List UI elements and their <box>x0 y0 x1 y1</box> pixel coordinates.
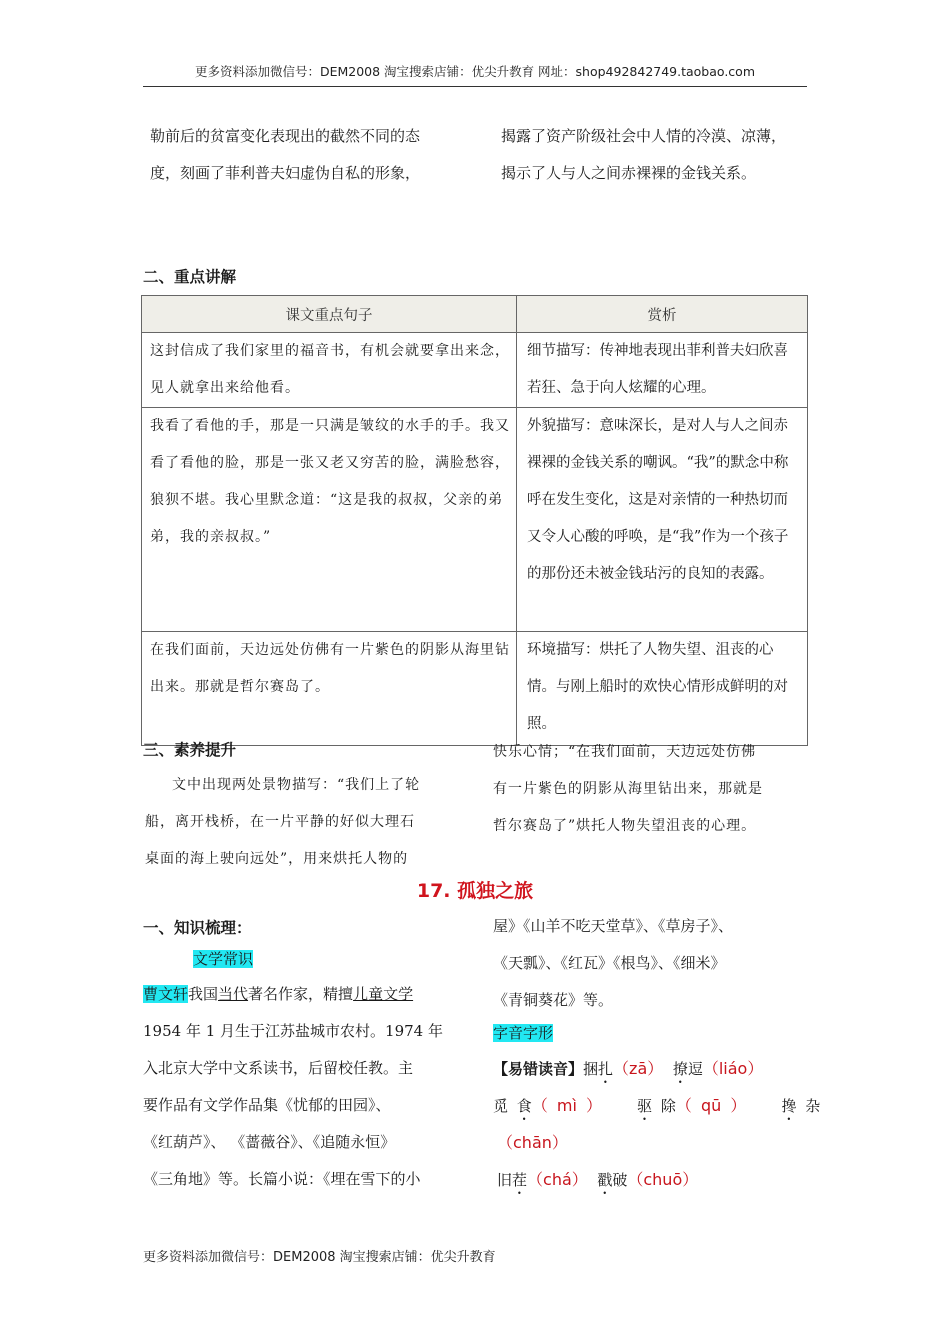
works-line-2: 《天瓢》、《红瓦》《根鸟》、《细米》 <box>493 954 726 972</box>
key-sentences-table <box>141 295 808 746</box>
author-genre: 儿童文学 <box>353 985 414 1003</box>
literacy-right-line-3: 哲尔赛岛了”烘托人物失望沮丧的心理。 <box>493 818 757 834</box>
pinyin: （ mì ） <box>531 1096 603 1115</box>
works-line-3: 《青铜葵花》等。 <box>493 991 614 1009</box>
literacy-left-line-3: 桌面的海上驶向远处”，用来烘托人物的 <box>145 851 409 867</box>
section-key-points-title: 二、重点讲解 <box>143 268 237 286</box>
works-line-1: 屋》《山羊不吃天堂草》、《草房子》、 <box>493 917 734 935</box>
word-char: 觅 <box>493 1097 509 1115</box>
knowledge-title: 一、知识梳理： <box>143 919 252 937</box>
pinyin: （chuō） <box>627 1170 699 1189</box>
word-char-dotted: 搀 <box>781 1097 797 1115</box>
literature-label-highlight: 文学常识 <box>193 950 254 968</box>
pinyin: （chá） <box>527 1170 588 1189</box>
pronunciation-line-2 <box>493 1087 820 1125</box>
error-pron-label: 【易错读音】 <box>493 1060 584 1078</box>
word-char: 捆 <box>583 1060 599 1078</box>
top-right-line-2: 揭示了人与人之间赤裸裸的金钱关系。 <box>501 164 757 182</box>
table-header-analysis: 赏析 <box>517 296 808 333</box>
word-char-dotted: 戳 <box>597 1171 613 1189</box>
literacy-right-line-2: 有一片紫色的阴影从海里钻出来，那就是 <box>493 781 763 797</box>
pinyin: （ qū ） <box>675 1096 747 1115</box>
word-char: 杂 <box>805 1097 821 1115</box>
pinyin: （zā） <box>613 1059 664 1078</box>
pinyin: （chān） <box>497 1133 568 1152</box>
table-header-sentence: 课文重点句子 <box>142 296 517 333</box>
page-header-text: 更多资料添加微信号：DEM2008 淘宝搜索店铺：优尖升教育 网址：shop492842749.taobao.com <box>194 64 756 79</box>
pinyin: （liáo） <box>702 1059 764 1078</box>
word-char: 破 <box>612 1171 628 1189</box>
word-char: 除 <box>660 1097 676 1115</box>
pronunciation-label <box>493 1015 553 1052</box>
word-char-dotted: 驱 <box>637 1097 653 1115</box>
author-line-3: 入北京大学中文系读书，后留校任教。主 <box>143 1059 414 1077</box>
table-row <box>142 408 808 632</box>
top-right-line-1: 揭露了资产阶级社会中人情的冷漠、凉薄， <box>501 127 787 145</box>
table-header-row <box>142 296 808 333</box>
author-line-6: 《三角地》等。长篇小说：《埋在雪下的小 <box>143 1170 421 1188</box>
word-char-dotted: 食 <box>516 1097 532 1115</box>
sentence-cell: 这封信成了我们家里的福音书，有机会就要拿出来念，见人就拿出来给他看。 <box>142 333 517 408</box>
analysis-cell: 细节描写：传神地表现出菲利普夫妇欣喜若狂、急于向人炫耀的心理。 <box>517 333 808 408</box>
author-line <box>143 976 413 1013</box>
author-text-c: 著名作家，精擅 <box>248 985 354 1003</box>
author-name: 曹文轩 <box>143 985 189 1003</box>
author-line-5: 《红葫芦》、 《蔷薇谷》、《追随永恒》 <box>143 1133 396 1151</box>
lesson-title: 17. 孤独之旅 <box>416 880 534 902</box>
literacy-right-line-1: 快乐心情；“在我们面前，天边远处仿佛 <box>493 744 757 760</box>
word-char-dotted: 茬 <box>512 1171 528 1189</box>
top-left-line-2: 度，刻画了菲利普夫妇虚伪自私的形象， <box>150 164 421 182</box>
header-divider <box>143 86 807 87</box>
author-text-a: 我国 <box>188 985 219 1003</box>
word-char: 逗 <box>687 1060 703 1078</box>
pronunciation-line-1 <box>493 1050 763 1088</box>
page-footer-text: 更多资料添加微信号：DEM2008 淘宝搜索店铺：优尖升教育 <box>143 1250 496 1265</box>
analysis-cell: 环境描写：烘托了人物失望、沮丧的心情。与刚上船时的欢快心情形成鲜明的对照。 <box>517 632 808 746</box>
top-left-line-1: 勒前后的贫富变化表现出的截然不同的态 <box>150 127 421 145</box>
author-line-4: 要作品有文学作品集《忧郁的田园》、 <box>143 1096 391 1114</box>
sentence-cell: 在我们面前，天边远处仿佛有一片紫色的阴影从海里钻出来。那就是哲尔赛岛了。 <box>142 632 517 746</box>
analysis-cell: 外貌描写：意味深长，是对人与人之间赤裸裸的金钱关系的嘲讽。“我”的默念中称呼在发生变化，这是对亲情的一种热切而又令人心酸的呼唤，是“我”作为一个孩子的那份还未被金钱玷污的良知的表露。 <box>517 408 808 632</box>
pronunciation-line-4 <box>497 1161 698 1199</box>
word-char-dotted: 扎 <box>598 1060 614 1078</box>
section-literacy-title: 三、素养提升 <box>143 741 237 759</box>
word-char-dotted: 撩 <box>672 1060 688 1078</box>
literature-label <box>193 941 253 977</box>
literacy-left-line-1: 文中出现两处景物描写：“我们上了轮 <box>172 777 421 793</box>
pronunciation-line-3 <box>497 1124 568 1162</box>
table-row <box>142 333 808 408</box>
word-char: 旧 <box>497 1171 513 1189</box>
table-row <box>142 632 808 746</box>
literacy-left-line-2: 船，离开栈桥，在一片平静的好似大理石 <box>145 814 415 830</box>
author-line-2: 1954 年 1 月生于江苏盐城市农村。1974 年 <box>143 1022 443 1040</box>
author-era: 当代 <box>218 985 249 1003</box>
sentence-cell: 我看了看他的手，那是一只满是皱纹的水手的手。我又看了看他的脸，那是一张又老又穷苦的脸，满脸愁容，狼狈不堪。我心里默念道：“这是我的叔叔，父亲的弟弟，我的亲叔叔。” <box>142 408 517 632</box>
pronunciation-label-highlight: 字音字形 <box>493 1024 554 1042</box>
